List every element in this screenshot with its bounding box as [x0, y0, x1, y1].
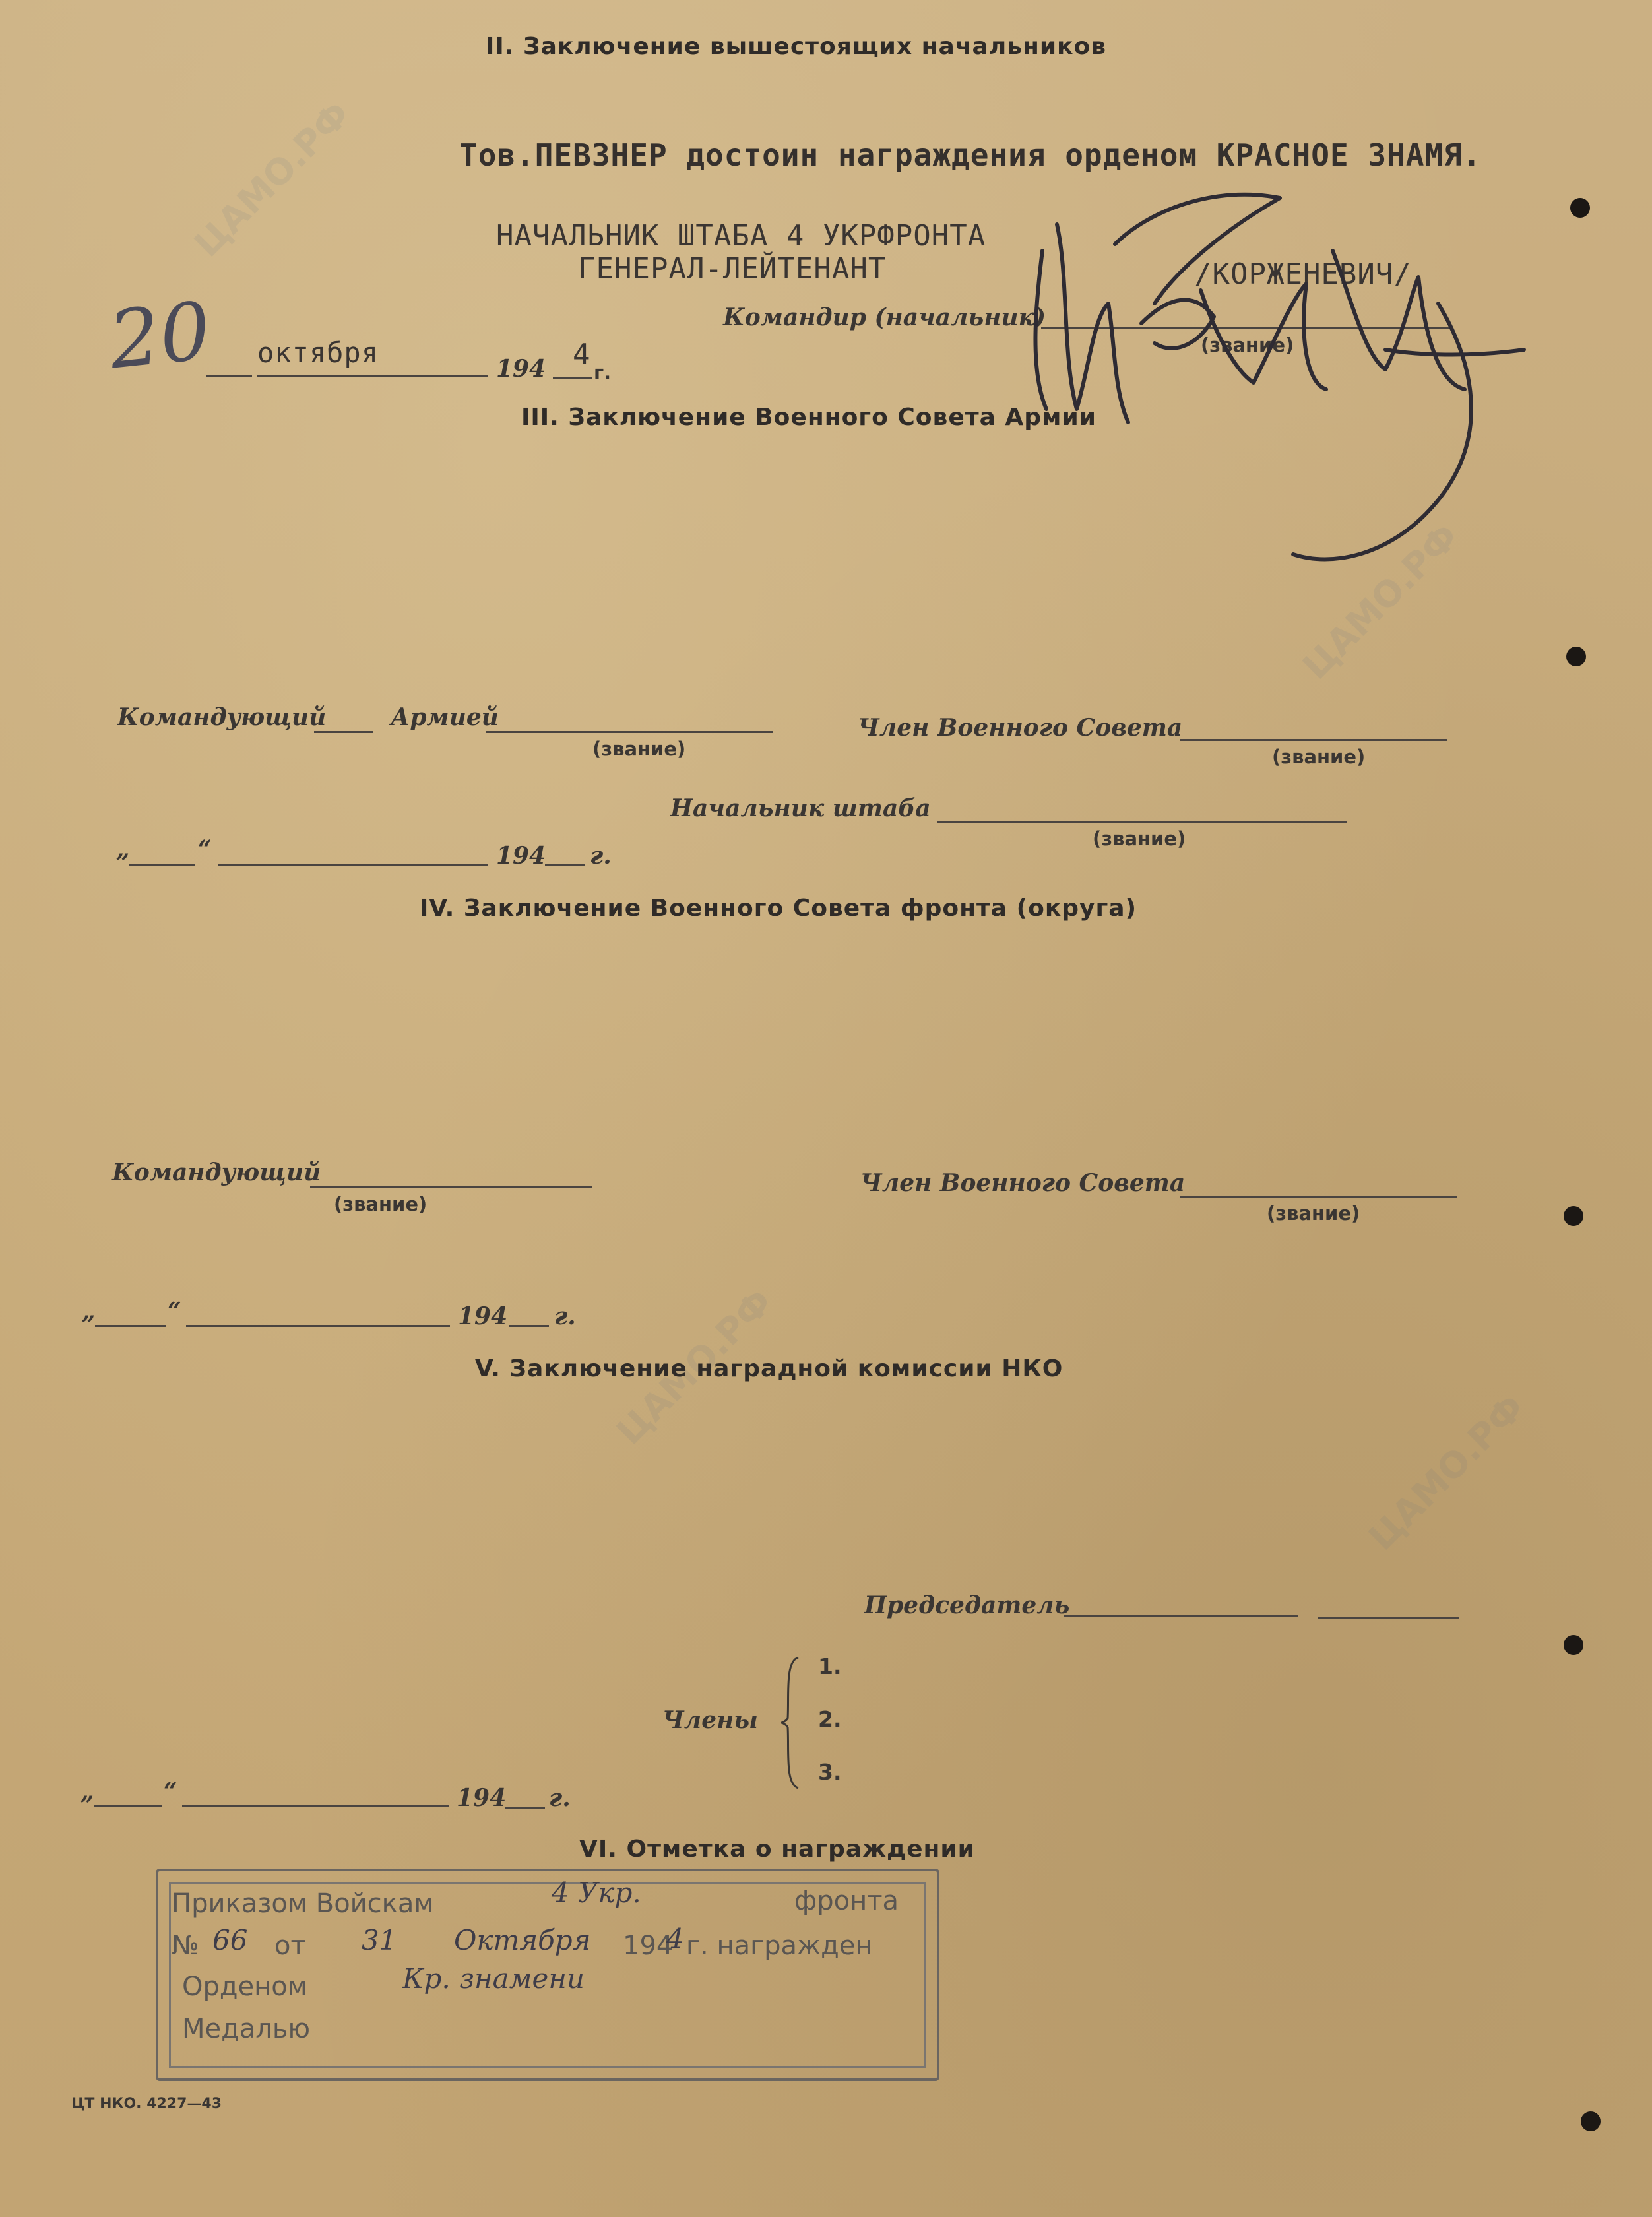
print-code: ЦТ НКО. 4227—43	[71, 2096, 222, 2112]
front-date-year-line	[509, 1325, 549, 1327]
punch-hole	[1564, 1206, 1583, 1226]
chairman-line-a	[1064, 1615, 1298, 1617]
army-commander-label: Командующий	[117, 703, 327, 731]
date-year-line	[553, 377, 592, 379]
stamp-row1-hand: 4 Укр.	[552, 1877, 641, 1909]
front-date-suffix: г.	[554, 1302, 576, 1330]
conclusion-statement: Тов.ПЕВЗНЕР достоин награждения орденом КРАСНОЕ ЗНАМЯ.	[459, 137, 1482, 173]
section-iv-heading: IV. Заключение Военного Совета фронта (округа)	[420, 895, 1137, 922]
date-month: октября	[257, 337, 379, 369]
stamp-row2-hand-month: Октября	[454, 1924, 591, 1956]
punch-hole	[1581, 2111, 1601, 2131]
punch-hole	[1564, 1635, 1583, 1655]
members-bracket	[780, 1655, 800, 1791]
commission-date-suffix: г.	[549, 1784, 571, 1812]
signature	[1016, 172, 1531, 581]
stamp-row1-prefix: Приказом Войскам	[172, 1888, 434, 1919]
front-date-close: “	[168, 1297, 181, 1325]
commission-date-open: „	[80, 1778, 94, 1805]
signer-name: /КОРЖЕНЕВИЧ/	[1194, 257, 1412, 291]
commander-label: Командир (начальник)	[723, 304, 1046, 331]
army-member-label: Член Военного Совета	[858, 714, 1183, 742]
front-commander-label: Командующий	[112, 1159, 321, 1186]
army-rank-label-2: (звание)	[1272, 746, 1366, 768]
army-chief-line	[937, 821, 1347, 823]
front-date-year: 194	[458, 1302, 508, 1330]
front-date-open: „	[82, 1297, 96, 1325]
section-v-heading: V. Заключение наградной комиссии НКО	[475, 1355, 1064, 1382]
member-2: 2.	[818, 1706, 842, 1732]
army-commander-value: Армией	[391, 703, 499, 731]
stamp-row2-hand-number: 66	[212, 1924, 248, 1956]
chairman-label: Председатель	[864, 1591, 1070, 1619]
watermark: ЦАМО.РФ	[608, 1281, 780, 1453]
stamp-row4-prefix: Медалью	[182, 2014, 311, 2044]
commission-date-month-line	[182, 1805, 449, 1807]
stamp-row3-hand: Кр. знамени	[402, 1962, 585, 1995]
army-member-line	[1180, 739, 1447, 741]
army-chief-label: Начальник штаба	[670, 794, 931, 822]
army-date-year: 194	[496, 842, 546, 870]
stamp-row1-suffix: фронта	[794, 1886, 899, 1916]
date-day-handwritten: 20	[105, 285, 215, 387]
watermark: ЦАМО.РФ	[186, 93, 358, 265]
date-month-line	[257, 375, 488, 377]
position-line-2: ГЕНЕРАЛ-ЛЕЙТЕНАНТ	[578, 252, 887, 286]
army-commander-line-a	[314, 731, 373, 733]
front-rank-label-1: (звание)	[334, 1193, 428, 1215]
stamp-row2-from: от	[274, 1931, 306, 1961]
date-year-suffix: г.	[594, 362, 612, 384]
army-commander-line-b	[486, 731, 773, 733]
front-date-day-line	[95, 1325, 166, 1327]
punch-hole	[1570, 198, 1590, 218]
position-line-1: НАЧАЛЬНИК ШТАБА 4 УКРФРОНТА	[496, 219, 986, 253]
army-date-suffix: г.	[590, 842, 612, 870]
army-date-close: “	[198, 835, 212, 863]
stamp-row3-prefix: Орденом	[182, 1972, 307, 2002]
section-iii-heading: III. Заключение Военного Совета Армии	[521, 404, 1096, 431]
watermark: ЦАМО.РФ	[1360, 1386, 1533, 1558]
front-rank-label-2: (звание)	[1267, 1202, 1360, 1225]
section-ii-heading: II. Заключение вышестоящих начальников	[486, 33, 1107, 60]
chairman-line-b	[1318, 1617, 1459, 1619]
army-rank-label-1: (звание)	[592, 738, 686, 760]
members-label: Члены	[662, 1706, 759, 1734]
front-member-line	[1180, 1196, 1457, 1198]
commission-date-close: “	[164, 1778, 177, 1805]
rank-label: (звание)	[1201, 334, 1294, 356]
date-year-digit: 4	[573, 338, 591, 371]
member-3: 3.	[818, 1759, 842, 1785]
stamp-row2-number-sign: №	[172, 1931, 199, 1961]
punch-hole	[1566, 647, 1586, 666]
stamp-row2-year-prefix: 194	[623, 1931, 674, 1961]
commission-date-day-line	[94, 1805, 162, 1807]
section-vi-heading: VI. Отметка о награждении	[579, 1836, 975, 1863]
stamp-row2-hand-day: 31	[362, 1924, 397, 1956]
stamp-row2-suffix: г. награжден	[686, 1931, 873, 1961]
front-member-label: Член Военного Совета	[860, 1169, 1186, 1197]
army-date-day-line	[129, 864, 195, 866]
front-commander-line	[310, 1186, 592, 1188]
army-rank-label-3: (звание)	[1093, 827, 1186, 850]
date-year-prefix: 194	[496, 355, 546, 383]
member-1: 1.	[818, 1654, 842, 1679]
army-date-month-line	[218, 864, 488, 866]
army-date-open: „	[116, 835, 130, 863]
commission-date-year: 194	[457, 1784, 507, 1812]
date-line	[206, 375, 252, 377]
stamp-row2-hand-year: 4	[666, 1923, 684, 1955]
army-date-year-line	[545, 864, 585, 866]
award-stamp	[156, 1869, 939, 2081]
front-date-month-line	[186, 1325, 450, 1327]
commission-date-year-line	[505, 1807, 545, 1809]
watermark: ЦАМО.РФ	[1294, 515, 1467, 688]
